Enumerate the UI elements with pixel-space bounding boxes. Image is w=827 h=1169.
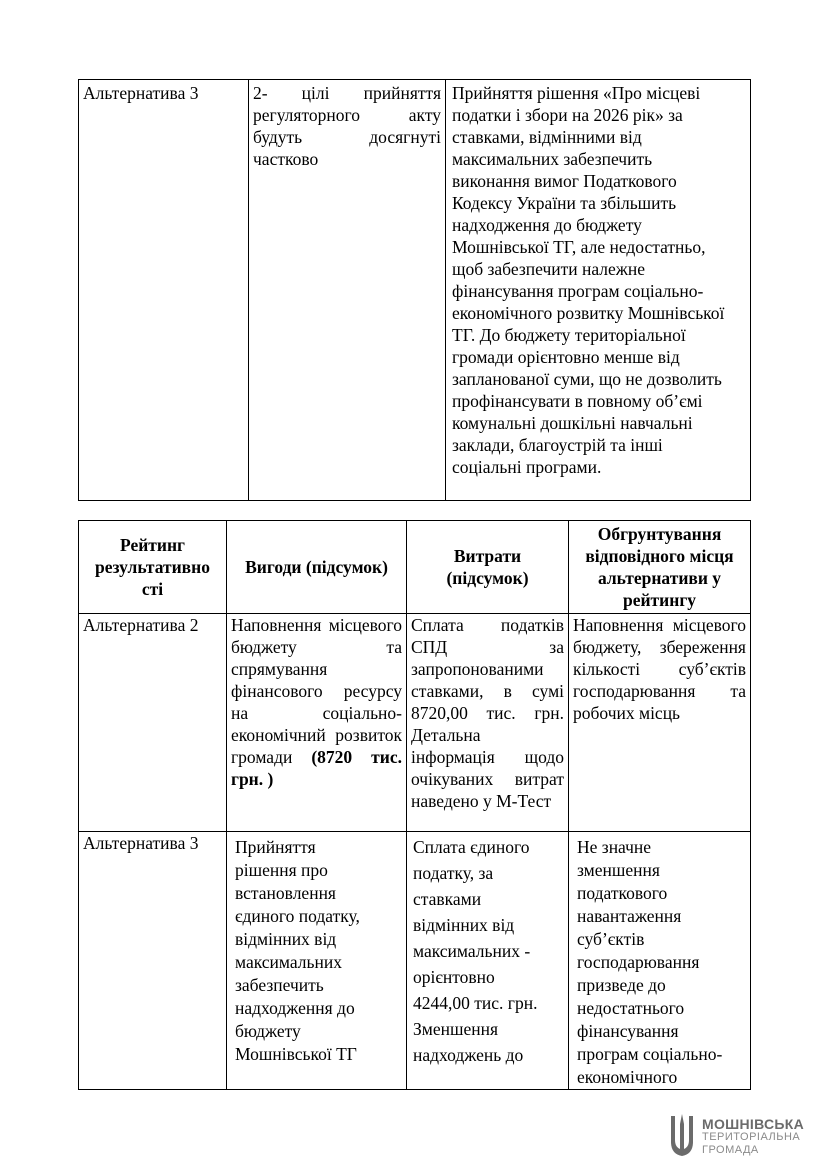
rating-table [78, 520, 751, 1090]
benefits-cell: Прийняття рішення про встановлення єдиного податку, відмінних від максимальних забезпечить надходження до бюджету Мошнівської ТГ [227, 832, 407, 1090]
trident-icon [668, 1112, 696, 1163]
table-row [79, 80, 751, 501]
community-logo [668, 1112, 804, 1163]
justification-cell: Наповнення місцевого бюджету, збереження кількості суб’єктів господарювання та робочих місць [569, 614, 751, 832]
benefits-amount: (8720 тис. грн. ) [231, 747, 402, 789]
rating-cell: Альтернатива 3 [79, 832, 227, 1090]
logo-subtitle: ТЕРИТОРІАЛЬНА [702, 1131, 801, 1143]
benefits-cell [227, 614, 407, 832]
rating-cell: Альтернатива 2 [79, 614, 227, 832]
costs-cell: Сплата податків СПД за запропонованими ставками, в сумі 8720,00 тис. грн. Детальна інформація щодо очікуваних витрат наведено у М-Тест [407, 614, 569, 832]
costs-cell: Сплата єдиного податку, за ставками відмінних від максимальних - орієнтовно 4244,00 тис. грн. Зменшення надходжень до [407, 832, 569, 1090]
benefits-text: Наповнення місцевого бюджету та спрямування фінансового ресурсу на соціально-економічний розвиток громади [231, 615, 402, 767]
justification-cell: Не значне зменшення податкового навантаження суб’єктів господарювання призведе до недостатнього фінансування програм соціально- економічного [569, 832, 751, 1090]
header-rating: Рейтинг результативно сті [79, 521, 227, 614]
header-costs: Витрати (підсумок) [407, 521, 569, 614]
table-row [79, 614, 751, 832]
logo-subtitle-2: ГРОМАДА [702, 1144, 759, 1156]
table-header-row [79, 521, 751, 614]
header-justification: Обгрунтування відповідного місця альтернативи у рейтингу [569, 521, 751, 614]
rating-cell: 2- цілі прийняття регуляторного акту будуть досягнуті частково [249, 80, 446, 501]
table-row [79, 832, 751, 1090]
header-benefits: Вигоди (підсумок) [227, 521, 407, 614]
alternative-cell: Альтернатива 3 [79, 80, 249, 501]
alternatives-table-continued [78, 79, 751, 501]
logo-title: МОШНІВСЬКА [702, 1116, 805, 1132]
comment-cell: Прийняття рішення «Про місцеві податки і збори на 2026 рік» за ставками, відмінними від максимальних забезпечить виконання вимог Податкового Кодексу України та збільшить надходження до бюджету Мошнівської ТГ, але недостатньо, щоб забезпечити належне фінансування програм соціально-економічного розвитку Мошнівської ТГ. До бюджету територіальної громади орієнтовно менше від запланованої суми, що не дозволить профінансувати в повному об’ємі комунальні дошкільні навчальні заклади, благоустрій та інші соціальні програми. [446, 80, 751, 501]
